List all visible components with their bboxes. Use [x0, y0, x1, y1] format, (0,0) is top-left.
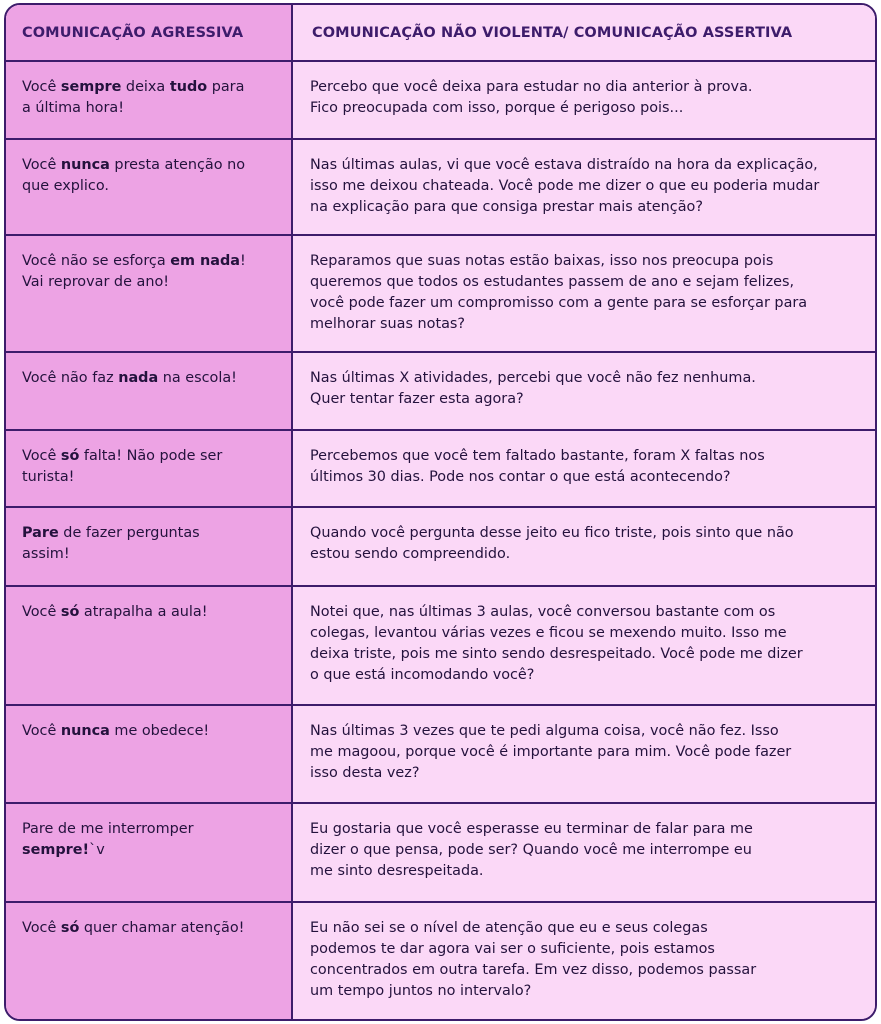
aggressive-cell: Você nunca presta atenção no que explico.: [22, 157, 246, 194]
assertive-cell: Eu não sei se o nível de atenção que eu e seus colegas podemos te dar agora vai ser o suficiente, pois estamos concentrados em outra tarefa. Em vez disso, podemos passar um tempo juntos no intervalo?: [310, 920, 757, 999]
row-divider: [6, 138, 875, 140]
row-divider: [6, 351, 875, 353]
assertive-cell: Notei que, nas últimas 3 aulas, você conversou bastante com os colegas, levantou várias vezes e ficou se mexendo muito. Isso me deixa triste, pois me sinto sendo desrespeitado. Você pode me dizer o que está incomodando você?: [310, 604, 803, 683]
aggressive-cell: Você não se esforça em nada! Vai reprovar de ano!: [22, 253, 246, 290]
aggressive-cell: Você só quer chamar atenção!: [22, 920, 245, 936]
assertive-cell: Nas últimas X atividades, percebi que você não fez nenhuma. Quer tentar fazer esta agora?: [310, 370, 756, 407]
row-divider: [6, 429, 875, 431]
row-divider: [6, 234, 875, 236]
row-divider: [6, 585, 875, 587]
aggressive-cell: Você nunca me obedece!: [22, 723, 210, 739]
aggressive-cell: Você não faz nada na escola!: [22, 370, 237, 386]
row-divider: [6, 802, 875, 804]
row-divider: [6, 60, 875, 62]
aggressive-header: COMUNICAÇÃO AGRESSIVA: [22, 25, 244, 41]
assertive-cell: Quando você pergunta desse jeito eu fico triste, pois sinto que não estou sendo compreendido.: [310, 525, 794, 562]
column-divider: [291, 5, 293, 1019]
aggressive-cell: Você só falta! Não pode ser turista!: [22, 448, 223, 485]
assertive-cell: Percebo que você deixa para estudar no dia anterior à prova. Fico preocupada com isso, porque é perigoso pois...: [310, 79, 753, 116]
row-divider: [6, 506, 875, 508]
aggressive-cell: Você sempre deixa tudo para a última hora!: [22, 79, 245, 116]
aggressive-cell: Você só atrapalha a aula!: [22, 604, 208, 620]
aggressive-cell: Pare de fazer perguntas assim!: [22, 525, 200, 562]
assertive-cell: Nas últimas 3 vezes que te pedi alguma coisa, você não fez. Isso me magoou, porque você é importante para mim. Você pode fazer isso desta vez?: [310, 723, 792, 781]
row-divider: [6, 704, 875, 706]
aggressive-cell: Pare de me interromper sempre!`v: [22, 821, 194, 858]
assertive-cell: Nas últimas aulas, vi que você estava distraído na hora da explicação, isso me deixou chateada. Você pode me dizer o que eu poderia mudar na explicação para que consiga prestar mais atenção?: [310, 157, 820, 215]
communication-table: [4, 3, 877, 1021]
assertive-header: COMUNICAÇÃO NÃO VIOLENTA/ COMUNICAÇÃO ASSERTIVA: [312, 25, 793, 41]
assertive-cell: Eu gostaria que você esperasse eu terminar de falar para me dizer o que pensa, pode ser? Quando você me interrompe eu me sinto desrespeitada.: [310, 821, 753, 879]
assertive-cell: Reparamos que suas notas estão baixas, isso nos preocupa pois queremos que todos os estudantes passem de ano e sejam felizes, você pode fazer um compromisso com a gente para se esforçar para melhorar suas notas?: [310, 253, 808, 332]
assertive-cell: Percebemos que você tem faltado bastante, foram X faltas nos últimos 30 dias. Pode nos contar o que está acontecendo?: [310, 448, 765, 485]
row-divider: [6, 901, 875, 903]
